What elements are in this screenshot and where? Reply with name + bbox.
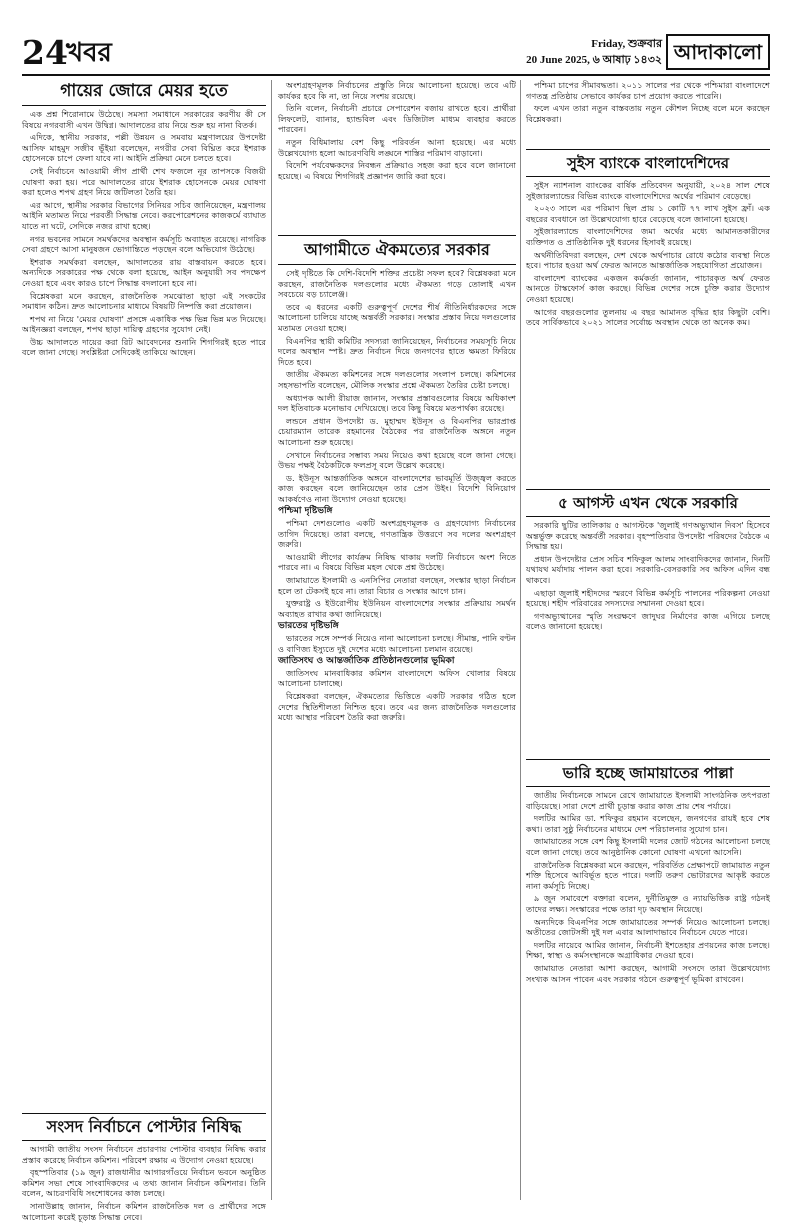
paragraph: বিদেশি পর্যবেক্ষকদের নিবন্ধন প্রক্রিয়াও সহজ করা হবে বলে জানানো হয়েছে। এ বিষয়ে শিগগিরই প্রজ্ঞাপন জারি করা হবে। (278, 160, 516, 181)
paragraph: গণঅভ্যুত্থানের স্মৃতি সংরক্ষণে জাদুঘর নির্মাণের কাজ এগিয়ে চলছে বলেও জানানো হয়েছে। (526, 610, 770, 632)
story-jamaat (526, 756, 770, 1204)
paragraph: প্রধান উপদেষ্টার প্রেস সচিব শফিকুল আলম সাংবাদিকদের জানান, দিনটি যথাযথ মর্যাদায় পালন করা হবে। সরকারি-বেসরকারি সব অফিস এদিন বন্ধ থাকবে। (526, 553, 770, 585)
page-number: 24 (22, 33, 68, 72)
paragraph: বিশ্লেষকরা মনে করছেন, রাজনৈতিক সমঝোতা ছাড়া এই সংকটের সমাধান কঠিন। দ্রুত আলোচনার মাধ্যমে বিষয়টি নিষ্পত্তি করা প্রয়োজন। (22, 290, 266, 312)
paragraph: পশ্চিমা দেশগুলোও একটি অংশগ্রহণমূলক ও গ্রহণযোগ্য নির্বাচনের তাগিদ দিয়েছে। তারা বলছে, গণতান্ত্রিক উত্তরণে সব দলের অংশগ্রহণ জরুরি। (278, 518, 516, 550)
paragraph: ৯ জুন সমাবেশে বক্তারা বলেন, দুর্নীতিমুক্ত ও ন্যায়ভিত্তিক রাষ্ট্র গঠনই তাদের লক্ষ্য। সংস্কারের পক্ষে তারা দৃঢ় অবস্থান নিয়েছে। (526, 893, 770, 914)
story-body (278, 80, 516, 181)
divider (278, 264, 516, 265)
paragraph: সুইজারল্যান্ডে বাংলাদেশিদের জমা অর্থের মধ্যে আমানতকারীদের ব্যক্তিগত ও প্রাতিষ্ঠানিক দুই ধরনের হিসাবই রয়েছে। (526, 226, 770, 247)
story-headline: ভারি হচ্ছে জামায়াতের পাল্লা (562, 764, 734, 782)
paragraph: অর্থনীতিবিদরা বলছেন, দেশ থেকে অর্থপাচার রোধে কঠোর ব্যবস্থা নিতে হবে। পাচার হওয়া অর্থ ফেরত আনতে আন্তর্জাতিক সহযোগিতা প্রয়োজন। (526, 249, 770, 271)
paragraph: জামায়াতের সঙ্গে বেশ কিছু ইসলামী দলের জোট গঠনের আলোচনা চলছে বলে জানা গেছে। তবে আনুষ্ঠানিক কোনো ঘোষণা এখনো আসেনি। (526, 836, 770, 857)
paragraph: এর আগে, স্থানীয় সরকার বিভাগের সিনিয়র সচিব জানিয়েছেন, মন্ত্রণালয় আইনি মতামত নিয়ে পরবর্তী সিদ্ধান্ত নেবে। করপোরেশনের কাজকর্মে ব্যাঘাত যাতে না ঘটে, সেদিকে নজর রাখা হচ্ছে। (22, 199, 266, 231)
story-body (22, 1144, 266, 1222)
story-body (278, 268, 516, 723)
story-headline: সংসদ নির্বাচনে পোস্টার নিষিদ্ধ (46, 1117, 242, 1136)
story-headline: সুইস ব্যাংকে বাংলাদেশিদের (566, 154, 729, 172)
divider (22, 1113, 266, 1114)
paragraph: জাতীয় ঐকমত্য কমিশনের সঙ্গে দলগুলোর সংলাপ চলছে। কমিশনের সহসভাপতি বলেছেন, মৌলিক সংস্কার প্রশ্নে ঐকমত্য তৈরির চেষ্টা চলছে। (278, 369, 516, 390)
story-body (526, 790, 770, 984)
paragraph: যুক্তরাষ্ট্র ও ইউরোপীয় ইউনিয়ন বাংলাদেশের সংস্কার প্রক্রিয়ায় সমর্থন অব্যাহত রাখার কথা জানিয়েছে। (278, 598, 516, 619)
brand-name: আদাকালো (666, 34, 770, 70)
paragraph: সরকারি ছুটির তালিকায় ৫ আগস্টকে 'জুলাই গণঅভ্যুত্থান দিবস' হিসেবে অন্তর্ভুক্ত করেছে অন্তর্বর্তী সরকার। বৃহস্পতিবার উপদেষ্টা পরিষদের বৈঠকে এ সিদ্ধান্ত হয়। (526, 520, 770, 552)
story-mid-continued (278, 80, 516, 230)
paragraph: তবে এ ধরনের একটি গুরুত্বপূর্ণ দেশের শীর্ষ নীতিনির্ধারকদের সঙ্গে আলোচনা চালিয়ে যাচ্ছে অন্তর্বর্তী সরকার। সংস্কার প্রস্তাব নিয়ে দলগুলোর মতামত নেওয়া হচ্ছে। (278, 301, 516, 333)
paragraph: ফলে এখন তারা নতুন বাস্তবতায় নতুন কৌশল নিচ্ছে বলে মনে করছেন বিশ্লেষকরা। (526, 103, 770, 124)
story-right-continued (526, 80, 770, 140)
paragraph: এদিকে, স্থানীয় সরকার, পল্লী উন্নয়ন ও সমবায় মন্ত্রণালয়ের উপদেষ্টা আসিফ মাহমুদ সজীব ভূঁইয়া বলেছেন, নগরীর সেবা বিঘ্নিত করে ইশরাক হোসেনকে চাপে ফেলা যাবে না। আইনি প্রক্রিয়া মেনে চলতে হবে। (22, 132, 266, 164)
masthead (22, 34, 770, 72)
divider (526, 516, 770, 517)
paragraph: উচ্চ আদালতে দায়ের করা রিট আবেদনের শুনানি শিগগিরই হতে পারে বলে জানা গেছে। সংশ্লিষ্টরা সেদিকেই তাকিয়ে আছেন। (22, 336, 266, 358)
paragraph: তিনি বলেন, নির্বাচনী প্রচারে সেপারেশন বজায় রাখতে হবে। প্রার্থীরা লিফলেট, ব্যানার, হ্যান্ডবিল এবং ডিজিটাল মাধ্যম ব্যবহার করতে পারবেন। (278, 103, 516, 135)
subhead: জাতিসংঘ ও আন্তর্জাতিক প্রতিষ্ঠানগুলোর ভূমিকা (278, 656, 455, 667)
paragraph: পশ্চিমা চাপের সীমাবদ্ধতা। ২০১১ সালের পর থেকে পশ্চিমারা বাংলাদেশে গণতন্ত্র প্রতিষ্ঠায় সেভাবে কার্যকর চাপ প্রয়োগ করতে পারেনি। (526, 80, 770, 101)
column-divider (520, 80, 521, 1200)
paragraph: এছাড়া জুলাই শহীদদের স্মরণে বিভিন্ন কর্মসূচি পালনের পরিকল্পনা নেওয়া হয়েছে। শহীদ পরিবারের সদস্যদের সম্মাননা দেওয়া হবে। (526, 587, 770, 609)
paragraph: লন্ডনে প্রধান উপদেষ্টা ড. মুহাম্মদ ইউনূস ও বিএনপির ভারপ্রাপ্ত চেয়ারম্যান তারেক রহমানের বৈঠকের পর রাজনৈতিক অঙ্গনে নতুন আলোচনা শুরু হয়েছে। (278, 415, 516, 447)
paragraph: জামায়াতে ইসলামী ও এনসিপির নেতারা বলছেন, সংস্কার ছাড়া নির্বাচন হলে তা টেকসই হবে না। তারা বিচার ও সংস্কার আগে চান। (278, 575, 516, 596)
paragraph: শপথ না নিয়ে 'মেয়র ঘোষণা' প্রসঙ্গে একাধিক পক্ষ ভিন্ন ভিন্ন মত দিয়েছে। আইনজ্ঞরা বলছেন, শপথ ছাড়া দায়িত্ব গ্রহণের সুযোগ নেই। (22, 313, 266, 335)
subhead: পশ্চিমা দৃষ্টিভঙ্গি (278, 506, 333, 517)
date-block (522, 36, 662, 68)
story-headline: ৫ আগস্ট এখন থেকে সরকারি (558, 494, 738, 512)
paragraph: এক প্রশ্ন শিরোনামে উঠেছে। সমস্যা সমাধানে সরকারের করণীয় কী সে বিষয়ে নগরবাসী এখন উদ্বিগ্ন। আদালতের রায় নিয়ে শুরু হয় নানা বিতর্ক। (22, 109, 266, 130)
paragraph: বৃহস্পতিবার (১৯ জুন) রাজধানীর আগারগাঁওয়ে নির্বাচন ভবনে অনুষ্ঠিত কমিশন সভা শেষে সাংবাদিকদের এ তথ্য জানান নির্বাচন কমিশনার। তিনি বলেন, আচরণবিধি সংশোধনের কাজ চলছে। (22, 1167, 266, 1199)
masthead-rule (22, 74, 770, 76)
paragraph: ড. ইউনূস আন্তর্জাতিক অঙ্গনে বাংলাদেশের ভাবমূর্তি উজ্জ্বল করতে কাজ করছেন বলে জানিয়েছেন তার প্রেস উইং। বিদেশি বিনিয়োগ আকর্ষণেও নানা উদ্যোগ নেওয়া হয়েছে। (278, 472, 516, 504)
paragraph: সেই নির্বাচনে আওয়ামী লীগ প্রার্থী শেখ ফজলে নূর তাপসকে বিজয়ী ঘোষণা করা হয়। পরে আদালতের রায়ে ইশরাক হোসেনকে মেয়র ঘোষণা করা হলেও শপথ গ্রহণ নিয়ে জটিলতা তৈরি হয়। (22, 165, 266, 198)
paragraph: অধ্যাপক আলী রীয়াজ জানান, সংস্কার প্রস্তাবগুলোর বিষয়ে অধিকাংশ দল ইতিবাচক মনোভাব দেখিয়েছে। তবে কিছু বিষয়ে মতপার্থক্য রয়েছে। (278, 392, 516, 414)
divider (526, 149, 770, 150)
section-title: খবর (66, 38, 112, 68)
paragraph: ইশরাক সমর্থকরা বলছেন, আদালতের রায় বাস্তবায়ন করতে হবে। অন্যদিকে সরকারের পক্ষ থেকে বলা হয়েছে, আইন অনুযায়ী সব পদক্ষেপ নেওয়া হবে এবং কারও চাপে সিদ্ধান্ত বদলানো হবে না। (22, 256, 266, 288)
paragraph: সুইস ন্যাশনাল ব্যাংকের বার্ষিক প্রতিবেদন অনুযায়ী, ২০২৪ সাল শেষে সুইজারল্যান্ডের বিভিন্ন ব্যাংকে বাংলাদেশিদের অর্থের পরিমাণ বেড়েছে। (526, 180, 770, 201)
date-label: 20 June 2025, ৬ আষাঢ় ১৪৩২ (526, 54, 662, 66)
story-consensus-government (278, 232, 516, 1204)
story-body (526, 80, 770, 124)
paragraph: দলটির আমির ডা. শফিকুর রহমান বলেছেন, জনগণের রায়ই হবে শেষ কথা। তারা সুষ্ঠু নির্বাচনের মাধ্যমে দেশ পরিচালনার সুযোগ চান। (526, 813, 770, 834)
paragraph: বিএনপির স্থায়ী কমিটির সদস্যরা জানিয়েছেন, নির্বাচনের সময়সূচি নিয়ে দলের অবস্থান স্পষ্ট। দ্রুত নির্বাচন দিয়ে জনগণের হাতে ক্ষমতা ফিরিয়ে দিতে হবে। (278, 335, 516, 367)
paragraph: জাতীয় নির্বাচনকে সামনে রেখে জামায়াতে ইসলামী সাংগঠনিক তৎপরতা বাড়িয়েছে। সারা দেশে প্রার্থী চূড়ান্ত করার কাজ প্রায় শেষ পর্যায়ে। (526, 790, 770, 811)
divider (526, 759, 770, 760)
paragraph: সেই দৃষ্টিতে কি দেশি-বিদেশি শক্তির প্রচেষ্টা সফল হবে? বিশ্লেষকরা মনে করছেন, রাজনৈতিক দলগুলোর মধ্যে ঐকমত্য গড়ে তোলাই এখন সবচেয়ে বড় চ্যালেঞ্জ। (278, 268, 516, 300)
paragraph: বিশ্লেষকরা বলছেন, ঐকমত্যের ভিত্তিতে একটি সরকার গঠিত হলে দেশের স্থিতিশীলতা নিশ্চিত হবে। তবে এর জন্য রাজনৈতিক দলগুলোর মধ্যে আস্থার পরিবেশ তৈরি করা জরুরি। (278, 690, 516, 723)
paragraph: ভারতের সঙ্গে সম্পর্ক নিয়েও নানা আলোচনা চলছে। সীমান্ত, পানি বণ্টন ও বাণিজ্য ইস্যুতে দুই দেশের মধ্যে আলোচনা চলমান রয়েছে। (278, 633, 516, 654)
column-divider (271, 80, 272, 1200)
story-body (526, 520, 770, 632)
paragraph: সানাউল্লাহ জানান, নির্বাচন কমিশন রাজনৈতিক দল ও প্রার্থীদের সঙ্গে আলোচনা করেই চূড়ান্ত সিদ্ধান্ত নেবে। (22, 1200, 266, 1222)
story-headline: আগামীতে ঐকমত্যের সরকার (304, 240, 490, 259)
brand-logo (666, 34, 770, 70)
story-headline: গায়ের জোরে মেয়র হতে (60, 81, 228, 101)
story-body (526, 180, 770, 328)
divider (278, 235, 516, 236)
paragraph: সেখানে নির্বাচনের সম্ভাব্য সময় নিয়েও কথা হয়েছে বলে জানা গেছে। উভয় পক্ষই বৈঠকটিকে ফলপ্রসূ বলে উল্লেখ করেছে। (278, 449, 516, 471)
divider (22, 1140, 266, 1141)
story-body (22, 109, 266, 358)
paragraph: ২০২৩ সালে এর পরিমাণ ছিল প্রায় ১ কোটি ৭৭ লাখ সুইস ফ্রাঁ। এক বছরের ব্যবধানে তা উল্লেখযোগ্য হারে বেড়েছে বলে জানানো হয়েছে। (526, 203, 770, 224)
paragraph: দলটির নায়েবে আমির জানান, নির্বাচনী ইশতেহার প্রণয়নের কাজ চলছে। শিক্ষা, স্বাস্থ্য ও কর্মসংস্থানকে অগ্রাধিকার দেওয়া হবে। (526, 939, 770, 961)
paragraph: নগর ভবনের সামনে সমর্থকদের অবস্থান কর্মসূচি অব্যাহত রয়েছে। নাগরিক সেবা গ্রহণে আসা মানুষজন ভোগান্তিতে পড়ছেন বলে অভিযোগ উঠেছে। (22, 233, 266, 255)
paragraph: নতুন বিধিমালায় বেশ কিছু পরিবর্তন আনা হয়েছে। এর মধ্যে উল্লেখযোগ্য হলো আচরণবিধি লঙ্ঘনে শাস্তির পরিমাণ বাড়ানো। (278, 136, 516, 158)
paragraph: আগামী জাতীয় সংসদ নির্বাচনে প্রচারণায় পোস্টার ব্যবহার নিষিদ্ধ করার প্রস্তাব করেছে নির্বাচন কমিশন। পরিবেশ রক্ষায় এ উদ্যোগ নেওয়া হয়েছে। (22, 1144, 266, 1165)
paragraph: বাংলাদেশ ব্যাংকের একজন কর্মকর্তা জানান, পাচারকৃত অর্থ ফেরত আনতে টাস্কফোর্স কাজ করছে। বিভিন্ন দেশের সঙ্গে চুক্তি করার উদ্যোগ নেওয়া হয়েছে। (526, 272, 770, 304)
story-mayor (22, 80, 266, 960)
paragraph: জাতিসংঘ মানবাধিকার কমিশন বাংলাদেশে অফিস খোলার বিষয়ে আলোচনা চালাচ্ছে। (278, 667, 516, 689)
story-august-5 (526, 486, 770, 752)
divider (22, 105, 266, 106)
paragraph: আওয়ামী লীগের কার্যক্রম নিষিদ্ধ থাকায় দলটি নির্বাচনে অংশ নিতে পারবে না। এ বিষয়ে বিভিন্ন মহল থেকে প্রশ্ন উঠেছে। (278, 551, 516, 573)
paragraph: জামায়াত নেতারা আশা করছেন, আগামী সংসদে তারা উল্লেখযোগ্য সংখ্যক আসন পাবেন এবং সরকার গঠনে গুরুত্বপূর্ণ ভূমিকা রাখবেন। (526, 962, 770, 984)
paragraph: অন্যদিকে বিএনপির সঙ্গে জামায়াতের সম্পর্ক নিয়েও আলোচনা চলছে। অতীতের জোটসঙ্গী দুই দল এবার আলাদাভাবে নির্বাচনে যেতে পারে। (526, 916, 770, 938)
story-poster-ban (22, 1110, 266, 1222)
divider (526, 786, 770, 787)
divider (526, 489, 770, 490)
day-label: Friday, শুক্রবার (591, 38, 662, 50)
paragraph: আগের বছরগুলোর তুলনায় এ বছর আমানত বৃদ্ধির হার কিছুটা বেশি। তবে সার্বিকভাবে ২০২১ সালের সর্বোচ্চ অবস্থান থেকে তা অনেক কম। (526, 306, 770, 328)
paragraph: রাজনৈতিক বিশ্লেষকরা মনে করছেন, পরিবর্তিত প্রেক্ষাপটে জামায়াত নতুন শক্তি হিসেবে আবির্ভূত হতে পারে। দলটি তরুণ ভোটারদের আকৃষ্ট করতে নানা কর্মসূচি নিচ্ছে। (526, 859, 770, 891)
story-swiss-bank (526, 146, 770, 482)
paragraph: অংশগ্রহণমূলক নির্বাচনের প্রস্তুতি নিয়ে আলোচনা হয়েছে। তবে এটি কার্যকর হবে কি না, তা নিয়ে সংশয় রয়েছে। (278, 80, 516, 101)
divider (526, 176, 770, 177)
subhead: ভারতের দৃষ্টিভঙ্গি (278, 621, 339, 632)
